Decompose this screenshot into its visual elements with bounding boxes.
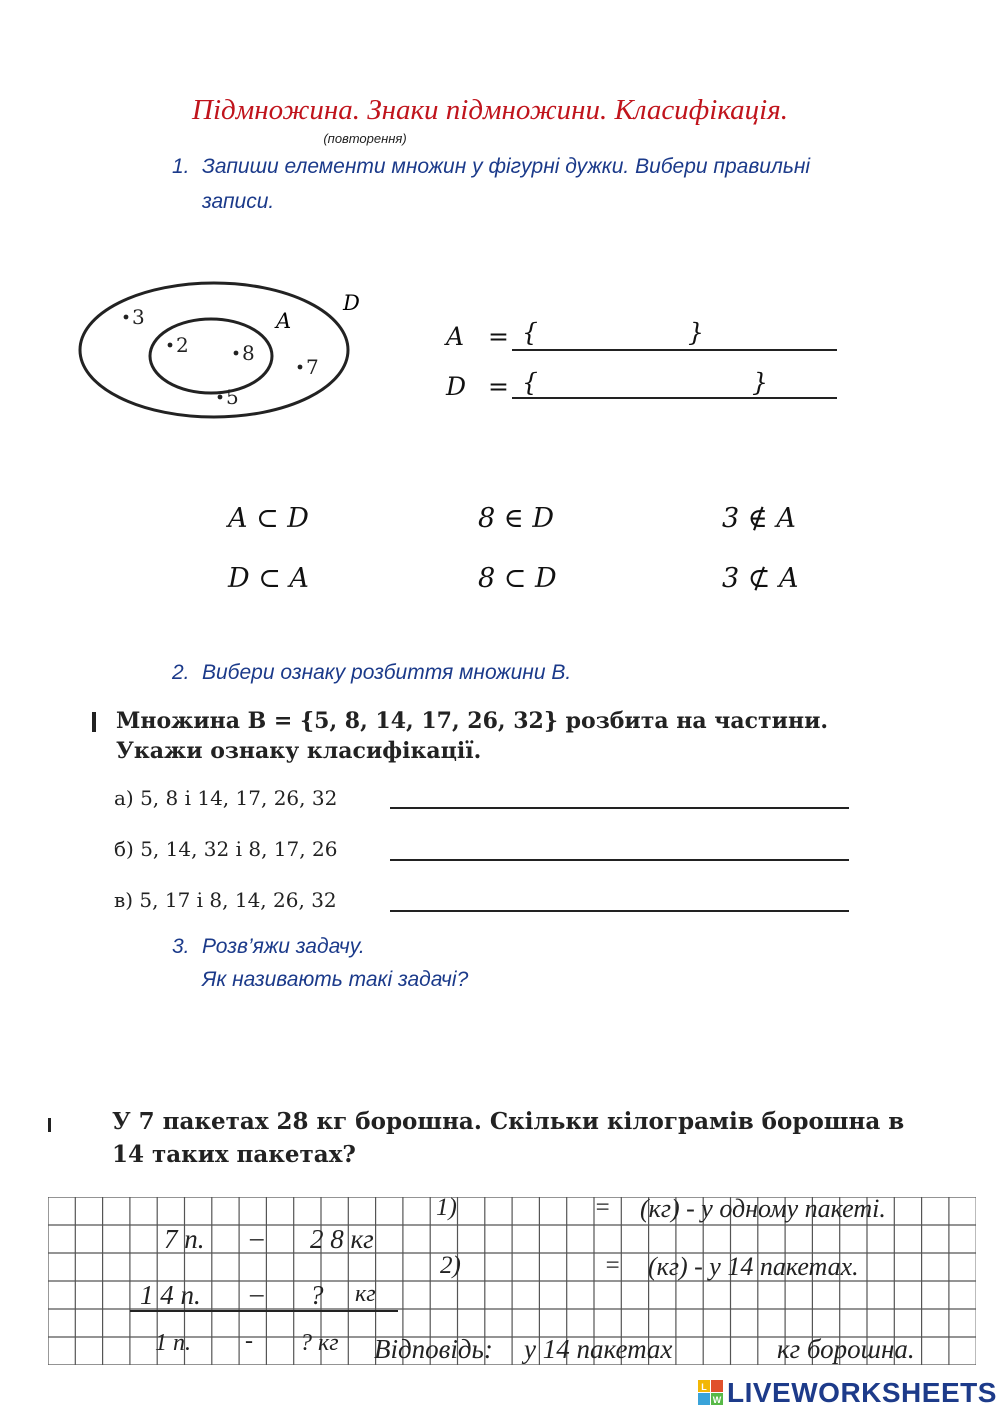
task2-problem-line2: Укажи ознаку класифікації. bbox=[116, 738, 482, 764]
option-b-text: б) 5, 14, 32 і 8, 17, 26 bbox=[114, 837, 338, 861]
set-d-eq: = bbox=[488, 372, 509, 401]
answer-label: Відповідь: bbox=[374, 1334, 493, 1364]
grid-r1-dash: – bbox=[250, 1222, 264, 1252]
venn-point-dot bbox=[234, 351, 239, 356]
step1-number: 1) bbox=[436, 1194, 457, 1221]
problem-marker bbox=[92, 712, 96, 732]
task2-number: 2. bbox=[172, 661, 190, 684]
venn-point-label: 3 bbox=[132, 305, 145, 329]
task3-problem-line1: У 7 пакетах 28 кг борошна. Скільки кілограмів борошна в bbox=[112, 1108, 905, 1135]
choice-expression[interactable]: 8 ⊂ D bbox=[478, 563, 557, 594]
grid-r3-value: ? кг bbox=[300, 1330, 339, 1356]
set-d-open-brace: { bbox=[522, 368, 538, 397]
venn-label-a: A bbox=[276, 309, 292, 333]
liveworksheets-logo-icon bbox=[698, 1380, 724, 1406]
step2-number: 2) bbox=[440, 1252, 461, 1279]
venn-point-label: 2 bbox=[176, 333, 189, 357]
task3-number: 3. bbox=[172, 935, 190, 958]
choice-expression[interactable]: 3 ⊄ A bbox=[722, 563, 799, 594]
grid-r3-label: 1 п. bbox=[155, 1330, 191, 1356]
choice-expression[interactable]: 3 ∉ A bbox=[722, 503, 796, 534]
set-a-eq: = bbox=[488, 322, 509, 351]
task2-instruction bbox=[172, 661, 571, 685]
task3-instruction bbox=[172, 935, 365, 959]
option-b-answer-line[interactable] bbox=[390, 859, 849, 861]
grid-r2-label: 1 4 п. bbox=[140, 1280, 201, 1310]
venn-point-dot bbox=[124, 315, 129, 320]
grid-r3-dash: - bbox=[245, 1328, 253, 1354]
set-d-close-brace: } bbox=[752, 368, 768, 397]
page-title: Підмножина. Знаки підмножини. Класифікація. bbox=[192, 94, 788, 126]
set-d-name: D bbox=[446, 372, 467, 401]
grid-r1-value: 2 8 кг bbox=[310, 1224, 374, 1254]
logo-letter-l: L bbox=[701, 1382, 707, 1392]
venn-label-d: D bbox=[343, 291, 360, 315]
choice-expression[interactable]: A ⊂ D bbox=[228, 503, 309, 534]
task2-problem-line1: Множина B = {5, 8, 14, 17, 26, 32} розбита на частини. bbox=[116, 708, 829, 734]
option-a-answer-line[interactable] bbox=[390, 807, 849, 809]
option-c-answer-line[interactable] bbox=[390, 910, 849, 912]
step2-text: (кг) - у 14 пакетах. bbox=[648, 1252, 859, 1281]
answer-part2: кг борошна. bbox=[777, 1334, 915, 1364]
option-c-text: в) 5, 17 і 8, 14, 26, 32 bbox=[114, 888, 337, 912]
page-subtitle: (повторення) bbox=[323, 131, 407, 146]
set-a-answer-line[interactable] bbox=[512, 349, 837, 351]
task2-text: Вибери ознаку розбиття множини В. bbox=[202, 661, 572, 684]
liveworksheets-logo bbox=[698, 1380, 724, 1406]
logo-letter-w: W bbox=[712, 1395, 722, 1405]
step1-text: (кг) - у одному пакеті. bbox=[640, 1194, 886, 1223]
task1-text-line1: Запиши елементи множин у фігурні дужки. Вибери правильні bbox=[202, 155, 811, 178]
venn-point-label: 5 bbox=[226, 385, 239, 409]
venn-point-dot bbox=[298, 365, 303, 370]
venn-point-dot bbox=[218, 395, 223, 400]
venn-point-label: 8 bbox=[242, 341, 255, 365]
venn-outer-ellipse bbox=[80, 283, 348, 417]
task1-number: 1. bbox=[172, 155, 190, 178]
venn-point-dot bbox=[168, 343, 173, 348]
grid-r2-value: ? bbox=[310, 1280, 324, 1310]
venn-diagram bbox=[60, 270, 380, 430]
grid-r2-unit: кг bbox=[355, 1281, 376, 1307]
grid-r2-dash: – bbox=[250, 1278, 264, 1308]
grid-r2-underline bbox=[130, 1310, 398, 1312]
problem-marker-2 bbox=[48, 1118, 51, 1132]
set-a-close-brace: } bbox=[688, 318, 704, 347]
grid-r1-label: 7 п. bbox=[164, 1224, 205, 1254]
liveworksheets-brand: LIVEWORKSHEETS bbox=[727, 1377, 997, 1408]
answer-part1: у 14 пакетах bbox=[524, 1334, 673, 1364]
choice-expression[interactable]: D ⊂ A bbox=[228, 563, 309, 594]
task3-text-line1: Розв’яжи задачу. bbox=[202, 935, 365, 958]
set-a-name: A bbox=[446, 322, 465, 351]
set-a-open-brace: { bbox=[522, 318, 538, 347]
venn-point-label: 7 bbox=[306, 355, 319, 379]
task1-text-line2: записи. bbox=[202, 190, 275, 213]
option-a-text: а) 5, 8 і 14, 17, 26, 32 bbox=[114, 786, 338, 810]
task3-text-line2: Як називають такі задачі? bbox=[202, 968, 469, 991]
choice-expression[interactable]: 8 ∈ D bbox=[478, 503, 554, 534]
step2-equals: = bbox=[604, 1252, 621, 1279]
step1-equals: = bbox=[594, 1194, 611, 1221]
task1-instruction bbox=[172, 155, 810, 179]
task3-problem-line2: 14 таких пакетах? bbox=[112, 1141, 356, 1168]
set-d-answer-line[interactable] bbox=[512, 397, 837, 399]
